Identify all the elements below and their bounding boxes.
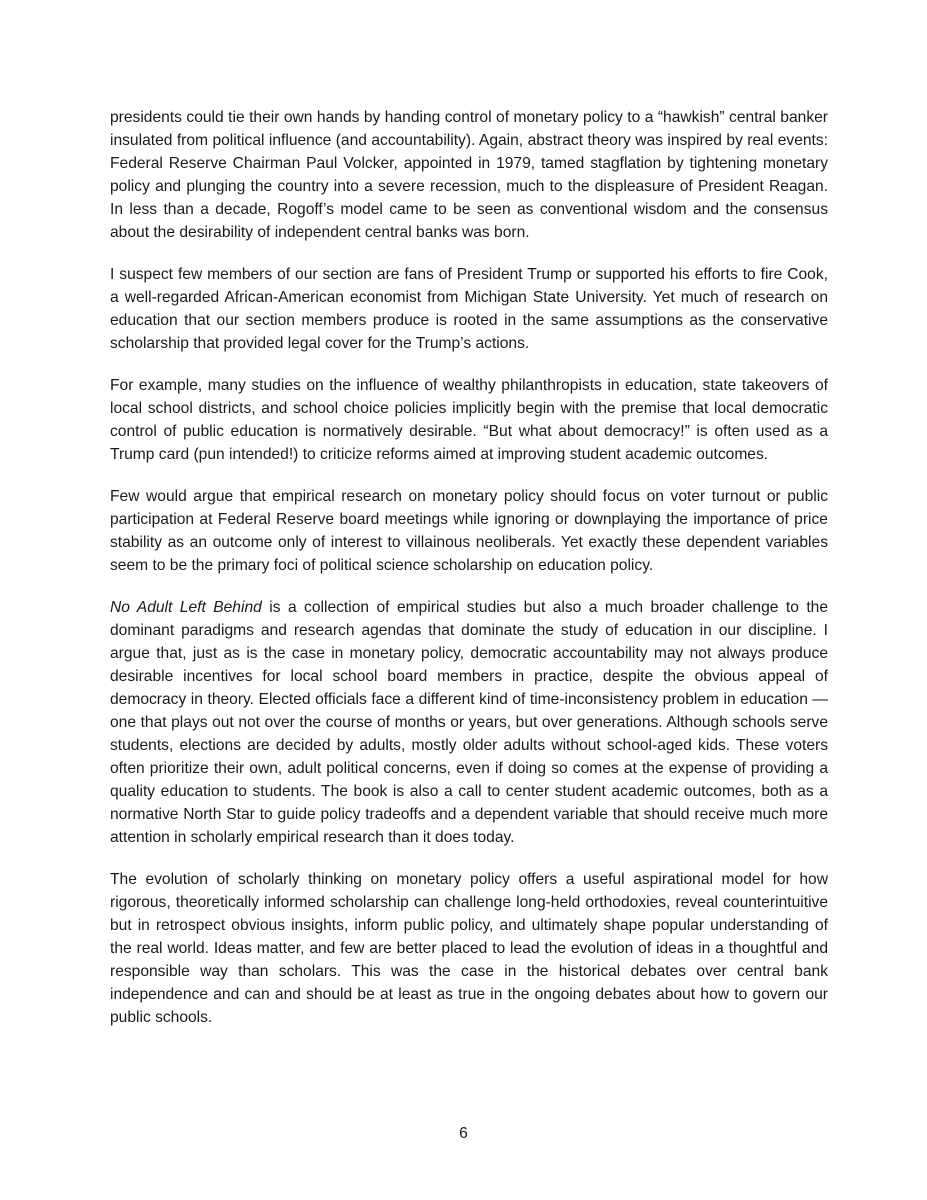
paragraph-2-text: I suspect few members of our section are fans of President Trump or supported his efforts to fire Cook, a well-regarded African-American economist from Michigan State University. Yet much of research on education that our section members produce is rooted in the same assumptions as the conservative scholarship that provided legal cover for the Trump’s actions. (110, 266, 828, 352)
book-title: No Adult Left Behind (110, 599, 262, 616)
paragraph-6 (110, 868, 828, 1029)
paragraph-5 (110, 596, 828, 849)
body-text (110, 106, 828, 1029)
paragraph-3 (110, 374, 828, 466)
page-number: 6 (459, 1125, 468, 1142)
paragraph-2 (110, 263, 828, 355)
paragraph-3-text: For example, many studies on the influence of wealthy philanthropists in education, state takeovers of local school districts, and school choice policies implicitly begin with the premise that local democratic control of public education is normatively desirable. “But what about democracy!” is often used as a Trump card (pun intended!) to criticize reforms aimed at improving student academic outcomes. (110, 377, 828, 463)
paragraph-5-text: is a collection of empirical studies but also a much broader challenge to the dominant paradigms and research agendas that dominate the study of education in our discipline. I argue that, just as is the case in monetary policy, democratic accountability may not always produce desirable incentives for local school board members in practice, despite the obvious appeal of democracy in theory. Elected officials face a different kind of time-inconsistency problem in education — one that plays out not over the course of months or years, but over generations. Although schools serve students, elections are decided by adults, mostly older adults without school-aged kids. These voters often prioritize their own, adult political concerns, even if doing so comes at the expense of providing a quality education to students. The book is also a call to center student academic outcomes, both as a normative North Star to guide policy tradeoffs and a dependent variable that should receive much more attention in scholarly empirical research than it does today. (110, 599, 828, 846)
paragraph-1-text: presidents could tie their own hands by handing control of monetary policy to a “hawkish” central banker insulated from political influence (and accountability). Again, abstract theory was inspired by real events: Federal Reserve Chairman Paul Volcker, appointed in 1979, tamed stagflation by tightening monetary policy and plunging the country into a severe recession, much to the displeasure of President Reagan. In less than a decade, Rogoff’s model came to be seen as conventional wisdom and the consensus about the desirability of independent central banks was born. (110, 109, 828, 241)
paragraph-4 (110, 485, 828, 577)
paragraph-4-text: Few would argue that empirical research on monetary policy should focus on voter turnout or public participation at Federal Reserve board meetings while ignoring or downplaying the importance of price stability as an outcome only of interest to villainous neoliberals. Yet exactly these dependent variables seem to be the primary foci of political science scholarship on education policy. (110, 488, 828, 574)
paragraph-6-text: The evolution of scholarly thinking on monetary policy offers a useful aspirational model for how rigorous, theoretically informed scholarship can challenge long-held orthodoxies, reveal counterintuitive but in retrospect obvious insights, inform public policy, and ultimately shape popular understanding of the real world. Ideas matter, and few are better placed to lead the evolution of ideas in a thoughtful and responsible way than scholars. This was the case in the historical debates over central bank independence and can and should be at least as true in the ongoing debates about how to govern our public schools. (110, 871, 828, 1026)
paragraph-1 (110, 106, 828, 244)
